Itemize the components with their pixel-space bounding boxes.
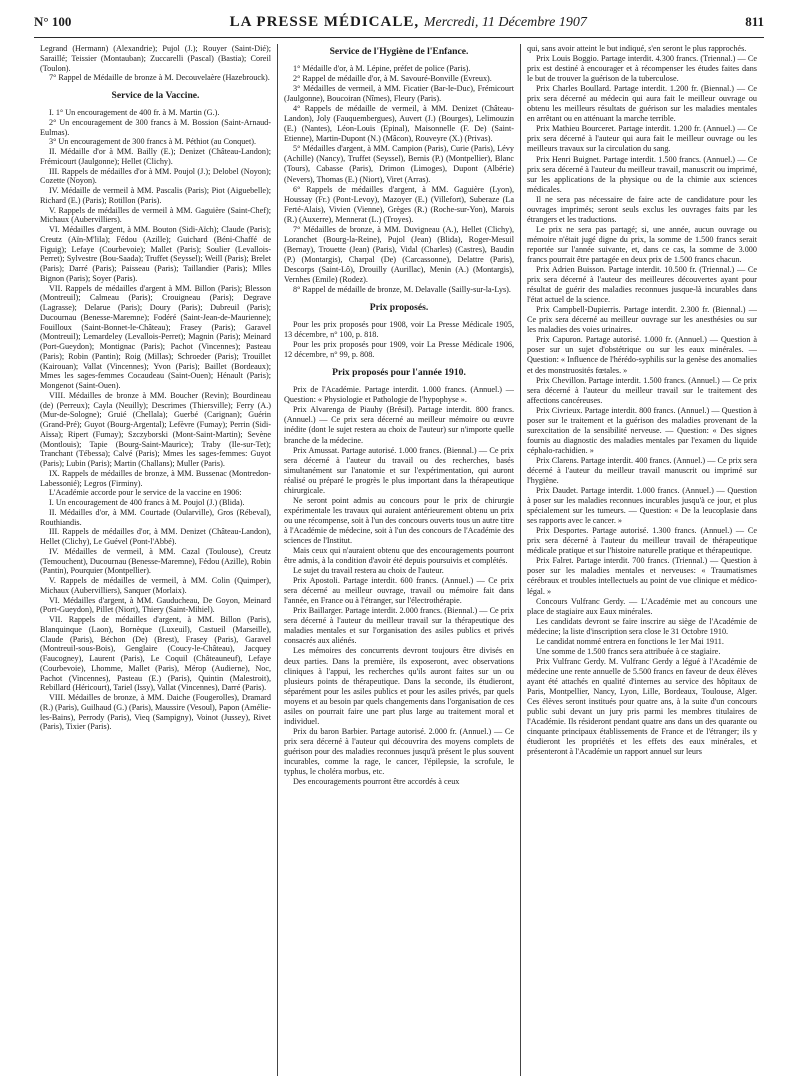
paragraph: 6° Rappels de médailles d'argent, à MM. Gaguière (Lyon), Houssay (Fr.) (Pont-Levoy), Mazoyer (E.) (Villefort), Suberaze (La Ferté-Alais), Vivien (Vienne), Grèges (R.) (Roche-sur-Yon), Marois (R.) (Auxerre), Mennerat (L.) (Troyes). <box>284 184 514 224</box>
paragraph: III. Rappels de médailles d'or à MM. Poujol (J.); Delobel (Noyon); Cozette (Noyon). <box>40 166 271 186</box>
paragraph: V. Rappels de médailles de vermeil à MM. Gaguière (Saint-Chef); Michaux (Aubervilliers). <box>40 205 271 225</box>
paragraph: Prix Baillarger. Partage interdit. 2.000 francs. (Biennal.) — Ce prix sera décerné à l'auteur du meilleur travail sur la thérapeutique des maladies mentales et sur l'organisation des asiles publics et privés consacrés aux aliénés. <box>284 606 514 646</box>
section-heading-prizes-1910: Prix proposés pour l'année 1910. <box>332 367 466 379</box>
paragraph: Les mémoires des concurrents devront toujours être divisés en deux parties. Dans la première, ils exposeront, avec observations cliniques à l'appui, les recherches qu'ils auront faites sur un ou plusieurs points de thérapeutique. Dans la seconde, ils étudieront, séparément pour les asiles publics et pour les asiles privés, par quels moyens et au besoin par quels changements dans l'organisation de ces asiles on pourrait faire une part plus large au traitement moral et individuel. <box>284 646 514 726</box>
paragraph: VII. Rappels de médailles d'argent à MM. Billon (Paris); Blesson (Montreuil); Calmeau (Paris); Crouigneau (Paris); Degrave (Lagrasse); Delarue (Paris); Doury (Paris); Dubreuil (Paris); Ducournau (Benesse-Maremne); Fodéré (Saint-Jean-de-Maurienne); Fouilloux (Saint-Bonnet-le-Château); Frasey (Paris); Garavel (Montreuil); Lemardeley (Levallois-Perret); Magnin (Paris); Meinard (Port-Gueydon); Montignac (Paris); Pachot (Vincennes); Pasteau (Paris); Robin (Pantin); Roig (Millas); Schroeder (Paris); Trouillet (Kairouan); Vallat (Vincennes); Yvon (Paris); Baillet (Bordeaux); Mmes les sages-femmes Cocaudeau (Saint-Ouen); Hénault (Paris); Mongenot (Saint-Ouen). <box>40 283 271 390</box>
paragraph: IX. Rappels de médailles de bronze, à MM. Bussenac (Montredon-Labessonié); Legros (Firminy). <box>40 468 271 488</box>
masthead <box>34 14 764 38</box>
section-heading-vaccine: Service de la Vaccine. <box>111 90 200 101</box>
paragraph: Prix Campbell-Dupierris. Partage interdit. 2.300 fr. (Biennal.) — Ce prix sera décerné au meilleur ouvrage sur les anesthésies ou sur les maladies des voies urinaires. <box>527 305 757 335</box>
paragraph: Prix Amussat. Partage autorisé. 1.000 francs. (Biennal.) — Ce prix sera décerné à l'auteur du travail ou des recherches, basés simultanément sur l'anatomie et sur l'expérimentation, qui auront réalisé ou préparé le progrès le plus important dans la thérapeutique chirurgicale. <box>284 445 514 495</box>
paragraph: Mais ceux qui n'auraient obtenu que des encouragements pourront être admis, à la condition d'avoir été depuis poursuivis et complétés. <box>284 546 514 566</box>
paragraph: III. Rappels de médailles d'or, à MM. Denizet (Château-Landon), Hellet (Clichy), Le Guével (Pont-l'Abbé). <box>40 527 271 546</box>
paragraph: II. Médailles d'or, à MM. Courtade (Oularville), Gros (Rébeval), Routhiandis. <box>40 507 271 527</box>
paragraph: Une somme de 1.500 francs sera attribuée à ce stagiaire. <box>536 646 721 656</box>
paragraph: Le candidat nommé entrera en fonctions le 1er Mai 1911. <box>536 636 724 646</box>
paragraph: Prix Vulfranc Gerdy. M. Vulfranc Gerdy a légué à l'Académie de médecine une rente annuelle de 5.500 francs en faveur de deux élèves ayant été attachés en qualité d'internes au service des hôpitaux de Paris, Montpellier, Nancy, Lyon, Lille, Bordeaux, Toulouse, Alger. Ces élèves seront institués pour quatre ans, à la suite d'un concours public subi devant un jury pris parmi les membres titulaires de l'Académie. Ils résideront pendant quatre ans dans un des quarante ou cinquante principaux établissements de France et de l'étranger; ils y étudieront les propriétés et les effets des eaux minérales, et présenteront à l'Académie un rapport annuel sur leurs <box>527 656 757 757</box>
paragraph: IV. Médaille de vermeil à MM. Pascalis (Paris); Piot (Aiguebelle); Richard (E.) (Paris); Rotillon (Paris). <box>40 186 271 205</box>
paragraph: Le prix ne sera pas partagé; si, une année, aucun ouvrage ou mémoire n'était jugé digne du prix, la somme de 1.500 francs serait reportée sur l'année suivante, et, dans ce cas, la somme de 3.000 francs pourrait être partagée en deux prix de 1.500 francs chacun. <box>527 224 757 264</box>
paragraph: 5° Médailles d'argent, à MM. Campion (Paris), Curie (Paris), Lévy (Achille) (Nancy), Truffet (Seyssel), Bernis (P.) (Montpellier), Blanc (Tours), Cabasse (Paris), Drimon (Limoges), Dupont (Albérie) (Nevers), Thomas (E.) (Niort), Viret (Arras). <box>284 144 514 184</box>
paragraph: VII. Rappels de médailles d'argent, à MM. Billon (Paris), Blanquinque (Laon), Bornèque (Luxeuil), Castueil (Marseille), Claude (Paris), Béchon (De) (Brest), Frasey (Paris), Garavel (Montreuil-sous-Bois), Genglaire (Coucy-le-Château), Jacquey (Faucogney), Laurent (Paris), Le Coquil (Châteauneuf), Lefaye (Courbevoie), Lhomme, Mallet (Paris), Mérop (Audierne), Noc, Pachot (Vincennes), Pasteau (E.) (Paris), Quintin (Malestroit), Rebillard (Héricourt), Tariel (Issy), Vallat (Vincennes), Darré (Paris). <box>40 615 271 693</box>
paragraph: 2° Un encouragement de 300 francs à M. Bossion (Saint-Arnaud-Eulmas). <box>40 117 271 137</box>
paragraph: Le sujet du travail restera au choix de l'auteur. <box>293 566 444 576</box>
column-3 <box>520 44 763 1076</box>
paragraph: Prix Adrien Buisson. Partage interdit. 10.500 fr. (Triennal.) — Ce prix sera décerné à l'auteur des meilleures découvertes ayant pour résultat de guérir des maladies reconnues jusque-là incurables dans l'état actuel de la science. <box>527 265 757 305</box>
publication-title <box>230 14 587 31</box>
paragraph: 2° Rappel de médaille d'or, à M. Savouré-Bonville (Evreux). <box>293 74 492 84</box>
page-number: 811 <box>745 14 764 29</box>
section-heading-prizes: Prix proposés. <box>369 302 429 314</box>
paragraph: Pour les prix proposés pour 1908, voir La Presse Médicale 1905, 13 décembre, n° 100, p. 818. <box>284 320 514 340</box>
paragraph: VIII. Médailles de bronze à MM. Boucher (Revin); Bourdineau (de) (Perreux); Cayla (Neuilly); Descrimes (Thiersville); Ferry (A.) (Mur-de-Sologne); Gruié (Chellala); Guerbé (Carignan); Guérin (Grand-Pré); Guyot (Bourg-Argental); Lefèvre (Fumay); Perrin (Sidi-Aïssa); Ripert (Fumay); Szczyborski (Mont-Saint-Martin); Sevène (Montlouis); Tapie (Bourg-Saint-Maurice); Traby (Ile-sur-Tet); Tranchant (Tébessa); Calvé (Paris); Mmes les sages-femmes: Guyot (Paris); Lubin (Paris); Martin (Challans); Muller (Paris). <box>40 390 271 468</box>
paragraph: VIII. Médailles de bronze, à MM. Daiche (Fougerolles), Dramard (R.) (Paris), Guilhaud (G.) (Paris), Maussire (Vesoul), Papon (Amélie-les-Bains), Perrody (Paris), Vieq (Sampigny), Voinot (Jussey), Rivet (Paris), Tixier (Paris). <box>40 693 271 732</box>
paragraph: Prix Apostoli. Partage interdit. 600 francs. (Annuel.) — Ce prix sera décerné au meilleur ouvrage, travail ou mémoire fait dans l'année, en France ou à l'étranger, sur l'électrothérapie. <box>284 576 514 606</box>
paragraph: Il ne sera pas nécessaire de faire acte de candidature pour les ouvrages imprimés; seront seuls exclus les ouvrages faits par les étrangers et les traductions. <box>527 194 757 224</box>
paragraph: Des encouragements pourront être accordés à ceux <box>293 777 460 787</box>
paragraph: Prix Alvarenga de Piauhy (Brésil). Partage interdit. 800 francs. (Annuel.) — Ce prix sera décerné au meilleur mémoire ou œuvre inédite (dont le sujet restera au choix de l'auteur) sur n'importe quelle branche de la médecine. <box>284 405 514 445</box>
paragraph: II. Médaille d'or à MM. Bailly (E.); Denizet (Château-Landon); Frémicourt (Jaulgonne); Hellet (Clichy). <box>40 147 271 166</box>
paragraph: IV. Médailles de vermeil, à MM. Cazal (Toulouse), Creutz (Temouchent), Ducournau (Benesse-Maremne), Fédou (Azille), Robin (Pantin), Pourquier (Montpellier). <box>40 546 271 576</box>
columns <box>34 44 764 1076</box>
paragraph: Ne seront point admis au concours pour le prix de chirurgie expérimentale les travaux qui auraient antérieurement obtenu un prix ou une récompense, soit à l'un des concours ouverts tous un autre titre à l'Académie de médecine, soit à l'un des concours de l'Académie des sciences de l'Institut. <box>284 495 514 545</box>
paragraph: Prix Henri Buignet. Partage interdit. 1.500 francs. (Annuel.) — Ce prix sera décerné à l'auteur du meilleur travail, manuscrit ou imprimé, sur les applications de la physique ou de la chimie aux sciences médicales. <box>527 154 757 194</box>
section-heading-child-hygiene: Service de l'Hygiène de l'Enfance. <box>329 46 469 57</box>
paragraph: VI. Médailles d'argent, à MM. Gauducheau, De Goyon, Meinard (Port-Gueydon), Pillet (Niort), Thiery (Saint-Mihiel). <box>40 595 271 615</box>
issue-date: Mercredi, 11 Décembre 1907 <box>423 15 587 30</box>
paragraph: 3° Un encouragement de 300 francs à M. Péthiot (au Conquet). <box>49 137 256 147</box>
paragraph: Concours Vulfranc Gerdy. — L'Académie met au concours une place de stagiaire aux Eaux minérales. <box>527 596 757 616</box>
paragraph: Pour les prix proposés pour 1909, voir La Presse Médicale 1906, 12 décembre, n° 99, p. 808. <box>284 340 514 360</box>
paragraph: 3° Médailles de vermeil, à MM. Ficatier (Bar-le-Duc), Frémicourt (Jaulgonne), Boucoiran (Nîmes), Fleury (Paris). <box>284 84 514 104</box>
paragraph: V. Rappels de médailles de vermeil, à MM. Colin (Quimper), Michaux (Aubervilliers), Sanquer (Morlaix). <box>40 576 271 595</box>
paragraph: qui, sans avoir atteint le but indiqué, s'en seront le plus rapprochés. <box>527 44 747 53</box>
paragraph: 4° Rappels de médaille de vermeil, à MM. Denizet (Château-Landon), Joly (Fauquembergues), Auvert (J.) (Bourges), Lelimouzin (E.) (Nantes), Léon-Louis (Epinal), Maisonnelle (F. De) (Saint-Etienne), Martin-Dupont (N.) (Mâcon), Rouveyre (X.) (Privas). <box>284 104 514 144</box>
paragraph: 7° Rappel de Médaille de bronze à M. Decouvelaère (Hazebrouck). <box>49 73 270 83</box>
paragraph: L'Académie accorde pour le service de la vaccine en 1906: <box>49 488 242 498</box>
paragraph: Prix Louis Boggio. Partage interdit. 4.300 francs. (Triennal.) — Ce prix est destiné à encourager et à récompenser les études faites dans le but de trouver la guérison de la tuberculose. <box>527 54 757 84</box>
paragraph: Legrand (Hermann) (Alexandrie); Pujol (J.); Rouyer (Saint-Dié); Saraillé; Teissier (Montauban); Zuccarelli (Pascal) (Bastia); Coreil (Toulon). <box>40 44 271 73</box>
column-1 <box>34 44 277 1076</box>
paragraph: Prix Clarens. Partage interdit. 400 francs. (Annuel.) — Ce prix sera décerné à l'auteur du meilleur travail manuscrit ou imprimé sur l'hygiène. <box>527 455 758 486</box>
paragraph: Les candidats devront se faire inscrire au siège de l'Académie de médecine; la liste d'inscription sera close le 31 Octobre 1910. <box>527 616 757 636</box>
paragraph: Prix du baron Barbier. Partage autorisé. 2.000 fr. (Annuel.) — Ce prix sera décerné à l'auteur qui découvrira des moyens complets de guérison pour des maladies reconnues jusqu'à présent le plus souvent incurables, comme la rage, le cancer, l'épilepsie, la scrofule, le typhus, le choléra morbus, etc. <box>284 726 514 777</box>
paragraph: I. Un encouragement de 400 francs à M. Poujol (J.) (Blida). <box>49 498 245 507</box>
paragraph: Prix Chevillon. Partage interdit. 1.500 francs. (Annuel.) — Ce prix sera décerné à l'auteur du meilleur travail sur le traitement des affections cancéreuses. <box>527 375 757 405</box>
paragraph: I. 1° Un encouragement de 400 fr. à M. Martin (G.). <box>49 108 220 117</box>
paragraph: Prix Charles Boullard. Partage interdit. 1.200 fr. (Biennal.) — Ce prix sera décerné au médecin qui aura fait le meilleur ouvrage ou obtenu les meilleurs résultats de guérison sur les maladies mentales en arrêtant ou en atténuant la marche terrible. <box>527 84 757 124</box>
paragraph: Prix Falret. Partage interdit. 700 francs. (Triennal.) — Question à poser sur les maladies mentales et nerveuses: « Traumatismes cérébraux et troubles intellectuels au point de vue clinique et médico-légal. » <box>527 556 757 596</box>
title-text: LA PRESSE MÉDICALE, <box>229 14 420 30</box>
paragraph: 7° Médailles de bronze, à MM. Duvigneau (A.), Hellet (Clichy), Loranchet (Bourg-la-Reine), Pujol (Jean) (Blida), Roger-Mesuil (Bernay), Trouette (Jean) (Paris), Vidal (Charles) (Castres), Baudin (P.) (Montargis), Charpal (De) (Carcassonne), Delattre (Paris), Descorps (Saint-Lô), Drouilly (Aurillac), Menin (A.) (Montargis), Vernhes (Emile) (Rodez). <box>284 224 514 284</box>
paragraph: Prix Capuron. Partage autorisé. 1.000 fr. (Annuel.) — Question à poser sur un sujet d'obstétrique ou sur les eaux minérales. — Question: « Influence de l'hérédo-syphilis sur la genèse des anomalies et des monstruosités fœtales. » <box>527 335 757 375</box>
paragraph: Prix Civrieux. Partage interdit. 800 francs. (Annuel.) — Question à poser sur le traitement et la guérison des maladies provenant de la surexcitation de la sensibilité nerveuse. — Question: « Des signes fournis au diagnostic des maladies mentales par l'examen du liquide céphalo-rachidien. » <box>527 405 757 455</box>
paragraph: 1° Médaille d'or, à M. Lépine, préfet de police (Paris). <box>293 64 471 73</box>
paragraph: VI. Médailles d'argent, à MM. Bouton (Sidi-Aïch); Claude (Paris); Creutz (Aïn-M'lila); Fédou (Azille); Guichard (Béni-Chaffé de Figuig); Lefaye (Courbevoie); Mallet (Paris); Soulier (Levallois-Perret); Sylvestre (Bou-Saada); Truffet (Seyssel); Weill (Paris); Brelet (Paris); Darré (Paris); Paisseau (Paris); Taillandier (Paris); Mlles Bignon (Paris); Soyer (Paris). <box>40 225 271 283</box>
paragraph: 8° Rappel de médaille de bronze, M. Delavalle (Sailly-sur-la-Lys). <box>293 285 511 295</box>
paragraph: Prix Mathieu Bourceret. Partage interdit. 1.200 fr. (Annuel.) — Ce prix sera décerné à l'auteur qui aura fait le meilleur ouvrage ou les meilleurs travaux sur la circulation du sang. <box>527 124 757 154</box>
paragraph: Prix Desportes. Partage autorisé. 1.300 francs. (Annuel.) — Ce prix sera décerné à l'auteur du meilleur travail de thérapeutique médicale pratique et sur l'histoire naturelle pratique et thérapeutique. <box>527 526 757 556</box>
paragraph: Prix Daudet. Partage interdit. 1.000 francs. (Annuel.) — Question à poser sur les maladies reconnues incurables jusqu'à ce jour, et plus spécialement sur les tumeurs. — Question: « De la leucoplasie dans ses rapports avec le cancer. » <box>527 486 757 526</box>
issue-number: N° 100 <box>34 14 72 29</box>
column-2 <box>277 44 520 1076</box>
paragraph: Prix de l'Académie. Partage interdit. 1.000 francs. (Annuel.) — Question: « Physiologie et Pathologie de l'hypophyse ». <box>284 385 514 405</box>
